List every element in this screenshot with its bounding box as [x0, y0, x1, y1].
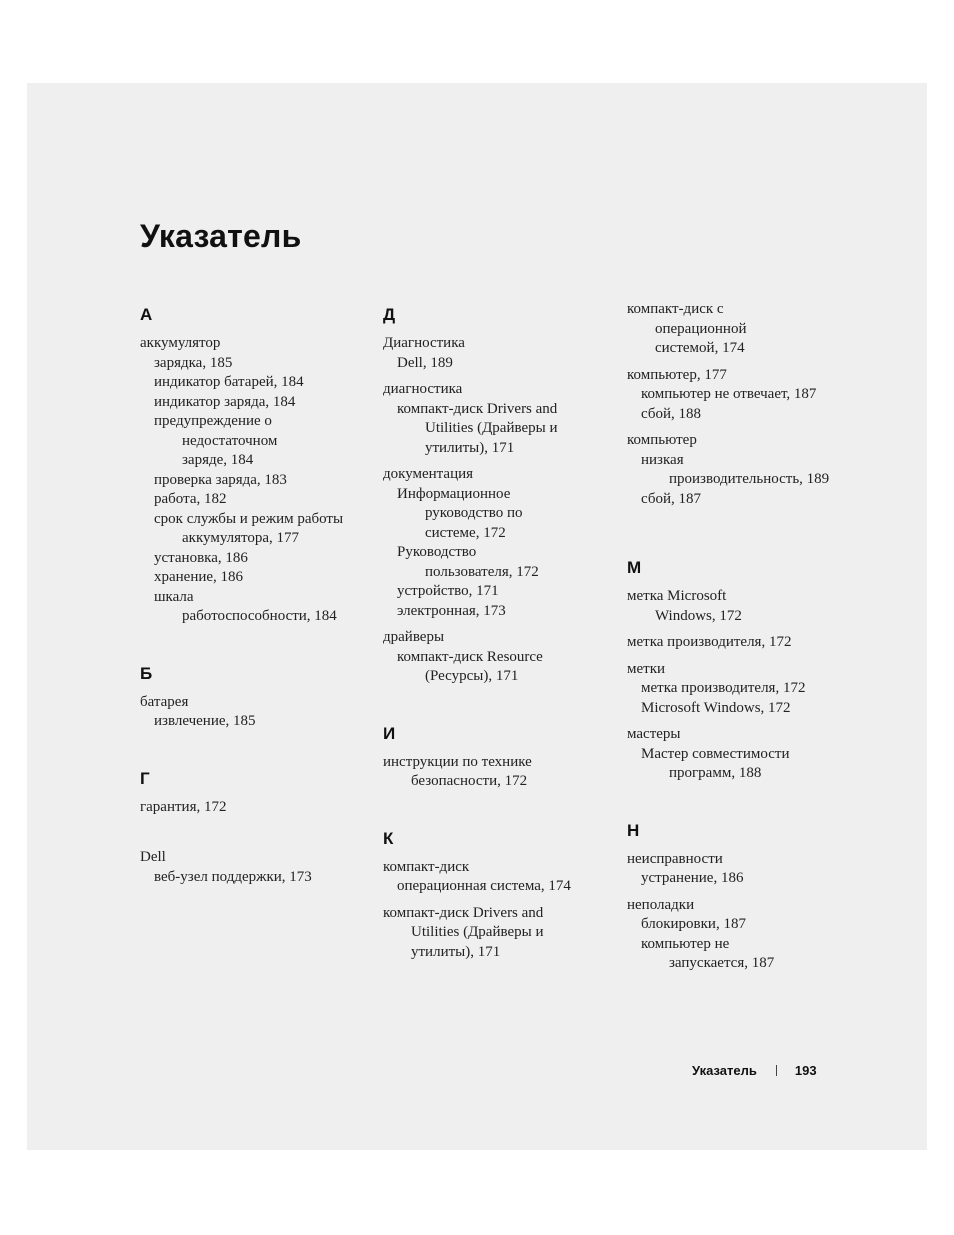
index-subentry: работоспособности, 184: [182, 608, 337, 624]
spacer: [140, 817, 372, 848]
index-subentry: безопасности, 172: [411, 773, 528, 789]
index-subentry: сбой, 188: [641, 405, 701, 422]
index-subentry: электронная, 173: [397, 602, 506, 619]
index-letter-heading: И: [383, 723, 396, 743]
index-subentry: Utilities (Драйверы и: [411, 924, 544, 940]
spacer: [140, 789, 372, 798]
index-subentry: недостаточном: [182, 432, 278, 449]
index-subentry: срок службы и режим работы: [154, 510, 344, 527]
index-letter-heading: Б: [140, 663, 153, 683]
index-letter-heading: К: [383, 828, 394, 848]
index-entry: неисправности: [627, 850, 723, 867]
index-subentry: низкая: [641, 451, 684, 468]
index-entry: диагностика: [383, 381, 463, 397]
index-subentry: системой, 174: [655, 340, 745, 356]
index-entry: компакт-диск: [383, 858, 470, 875]
spacer: [627, 359, 859, 366]
index-subentry: проверка заряда, 183: [154, 471, 287, 488]
index-entry: метки: [627, 660, 666, 677]
spacer: [383, 744, 615, 753]
index-subentry: установка, 186: [154, 549, 248, 566]
index-entry: Dell: [140, 849, 166, 865]
index-subentry: производительность, 189: [669, 471, 830, 487]
index-subentry: извлечение, 185: [154, 713, 256, 729]
index-subentry: аккумулятора, 177: [182, 530, 300, 546]
index-subentry: индикатор батарей, 184: [154, 374, 304, 390]
index-entry: гарантия, 172: [140, 798, 227, 815]
index-subentry: утилиты), 171: [425, 439, 515, 456]
index-subentry: Utilities (Драйверы и: [425, 420, 558, 436]
index-entry: документация: [383, 466, 474, 482]
index-entry: компьютер: [627, 432, 697, 448]
index-subentry: зарядка, 185: [154, 354, 233, 371]
index-entry: мастеры: [627, 726, 681, 742]
index-subentry: компьютер не отвечает, 187: [641, 386, 817, 402]
index-subentry: программ, 188: [669, 765, 762, 781]
spacer: [383, 849, 615, 858]
spacer: [627, 718, 859, 725]
index-letter-heading: А: [140, 305, 153, 324]
spacer: [383, 458, 615, 465]
spacer: [140, 732, 372, 764]
index-subentry: сбой, 187: [641, 490, 701, 507]
index-subentry: компакт-диск Resource: [397, 648, 543, 665]
index-subentry: Мастер совместимости: [641, 745, 790, 762]
index-entry: батарея: [140, 693, 189, 710]
page-number: 193: [794, 1063, 817, 1078]
spacer: [627, 626, 859, 633]
index-subentry: устройство, 171: [397, 583, 499, 599]
index-entry: компакт-диск с: [627, 301, 724, 317]
index-subentry: заряде, 184: [182, 452, 254, 468]
index-letter-heading: Г: [140, 768, 150, 788]
index-subentry: работа, 182: [154, 491, 227, 507]
index-column-1: [140, 300, 372, 887]
spacer: [627, 841, 859, 850]
spacer: [627, 653, 859, 660]
page-title: Указатель: [140, 218, 302, 254]
spacer: [140, 684, 372, 693]
index-subentry: Dell, 189: [397, 354, 453, 371]
spacer: [627, 424, 859, 431]
spacer: [383, 325, 615, 334]
index-subentry: Windows, 172: [655, 607, 742, 624]
index-entry: Диагностика: [383, 335, 465, 351]
index-entry: метка производителя, 172: [627, 634, 792, 650]
index-subentry: (Ресурсы), 171: [425, 668, 519, 684]
index-subentry: операционной: [655, 320, 747, 337]
index-subentry: Информационное: [397, 485, 511, 502]
index-subentry: запускается, 187: [669, 955, 775, 971]
index-subentry: блокировки, 187: [641, 916, 746, 932]
spacer: [383, 792, 615, 824]
index-letter-heading: Д: [383, 305, 396, 324]
spacer: [627, 578, 859, 587]
index-subentry: компьютер не: [641, 935, 730, 952]
index-entry: неполадки: [627, 896, 695, 913]
spacer: [383, 373, 615, 380]
spacer: [383, 897, 615, 904]
spacer: [627, 509, 859, 553]
index-subentry: предупреждение о: [154, 413, 272, 429]
index-entry: метка Microsoft: [627, 588, 727, 604]
index-subentry: операционная система, 174: [397, 878, 571, 894]
index-subentry: устранение, 186: [641, 870, 744, 886]
footer-divider: [776, 1065, 777, 1076]
spacer: [627, 784, 859, 816]
index-entry: аккумулятор: [140, 335, 221, 351]
index-subentry: шкала: [154, 588, 194, 605]
spacer: [383, 621, 615, 628]
index-entry: компьютер, 177: [627, 366, 727, 383]
index-subentry: хранение, 186: [154, 569, 244, 585]
spacer: [140, 627, 372, 659]
index-entry: инструкции по технике: [383, 753, 532, 770]
spacer: [383, 687, 615, 719]
index-subentry: Руководство: [397, 544, 477, 560]
index-subentry: Microsoft Windows, 172: [641, 699, 791, 716]
index-subentry: индикатор заряда, 184: [154, 393, 296, 410]
index-subentry: пользователя, 172: [425, 563, 539, 580]
page-footer: [692, 1062, 817, 1080]
spacer: [140, 325, 372, 334]
index-subentry: компакт-диск Drivers and: [397, 400, 558, 417]
index-letter-heading: М: [627, 558, 642, 577]
index-subentry: веб-узел поддержки, 173: [154, 868, 312, 885]
spacer: [627, 889, 859, 896]
index-subentry: метка производителя, 172: [641, 680, 806, 696]
index-subentry: руководство по: [425, 505, 523, 521]
index-column-3: [627, 300, 859, 974]
index-letter-heading: Н: [627, 820, 640, 840]
index-subentry: утилиты), 171: [411, 943, 501, 960]
index-entry: компакт-диск Drivers and: [383, 904, 544, 921]
index-column-2: [383, 300, 615, 962]
index-subentry: системе, 172: [425, 524, 506, 541]
index-entry: драйверы: [383, 629, 445, 645]
footer-section-title: Указатель: [692, 1063, 757, 1078]
